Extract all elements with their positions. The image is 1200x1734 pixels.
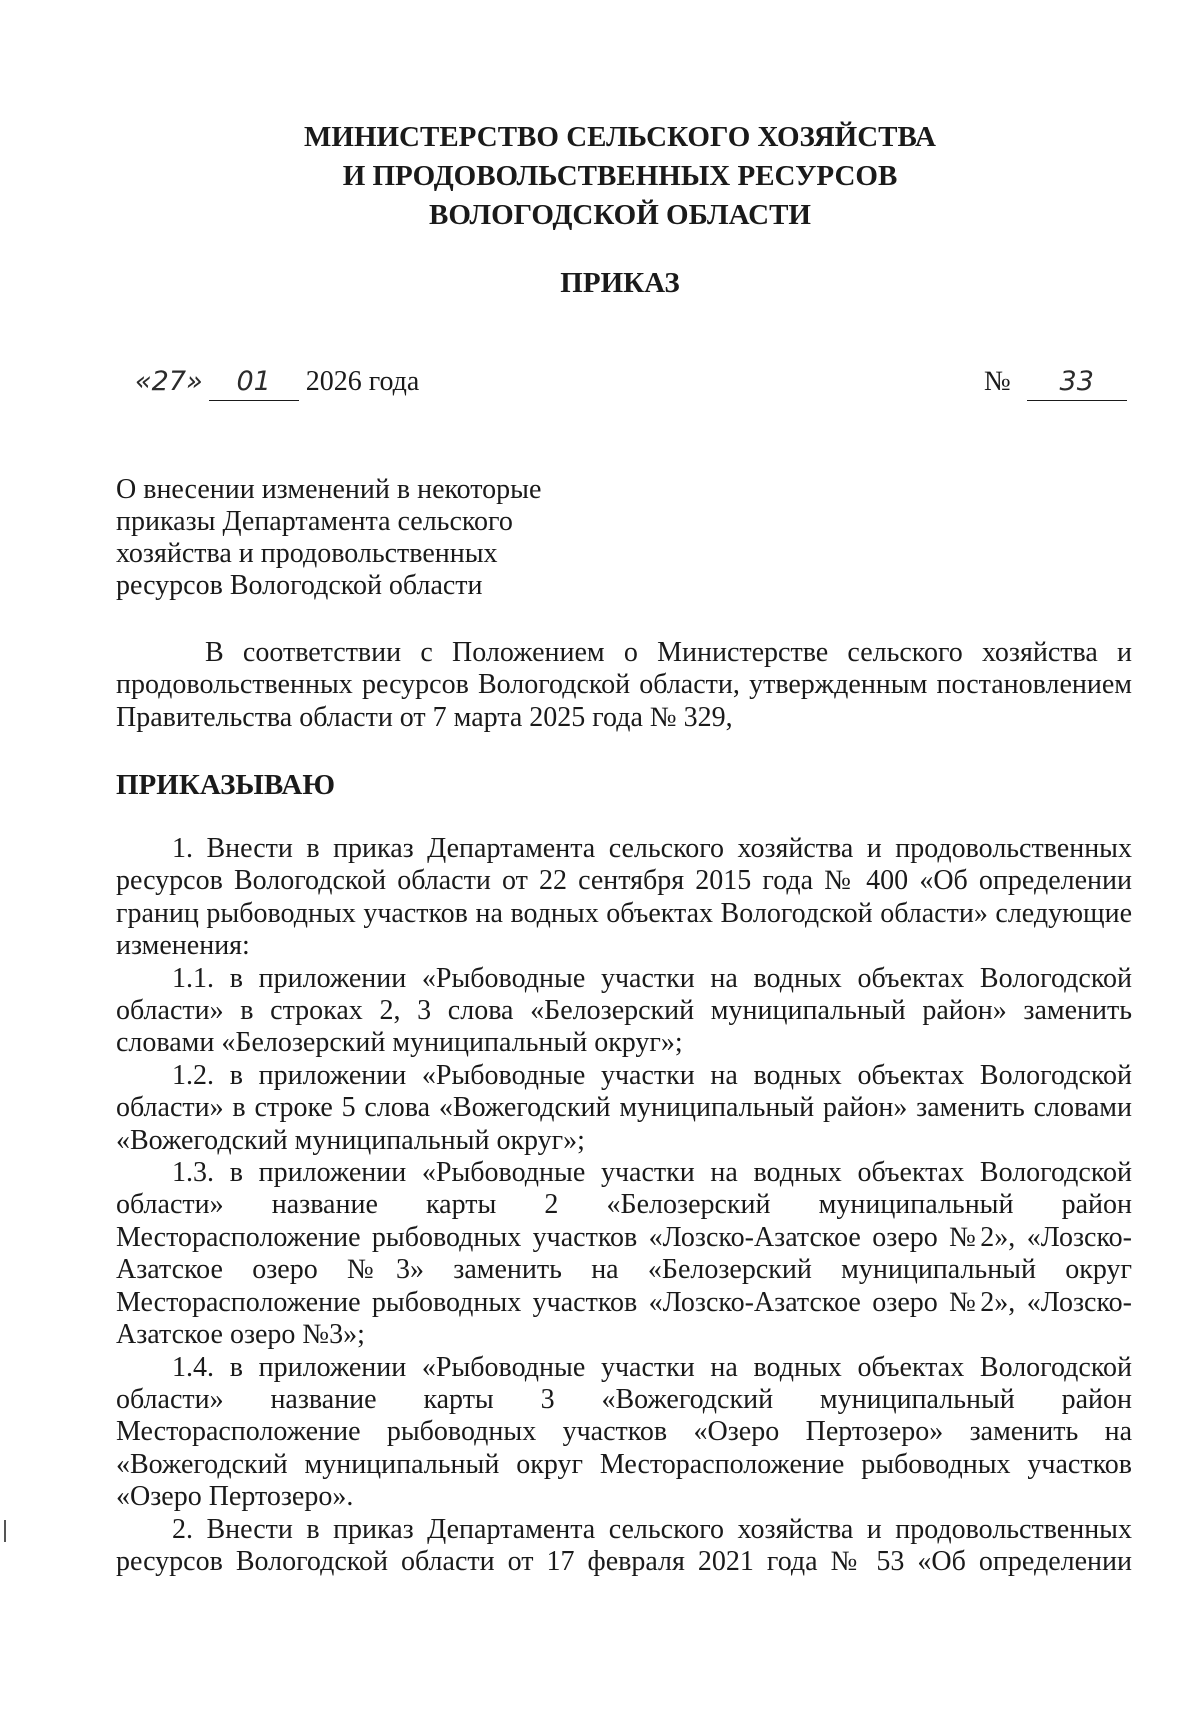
ministry-line-2: И ПРОДОВОЛЬСТВЕННЫХ РЕСУРСОВ — [342, 160, 898, 192]
date-year: 2026 года — [305, 366, 420, 397]
scan-margin-mark — [4, 1520, 6, 1542]
subject-line-3: хозяйства и продовольственных — [116, 538, 498, 569]
date-month-handwritten: 01 — [209, 364, 299, 401]
order-points — [116, 833, 1132, 1578]
number-value-handwritten: 33 — [1027, 364, 1127, 401]
number-label: № — [984, 366, 1011, 397]
point-1: 1. Внести в приказ Департамента сельского хозяйства и продовольственных ресурсов Вологодской области от 22 сентября 2015 года № 400 «Об определении границ рыбоводных участков на водных объектах Вологодской области» следующие изменения: — [116, 833, 1132, 962]
order-subject — [116, 474, 636, 602]
ministry-line-3: ВОЛОГОДСКОЙ ОБЛАСТИ — [429, 199, 811, 231]
date-day-handwritten: «27» — [135, 366, 203, 397]
ministry-line-1: МИНИСТЕРСТВО СЕЛЬСКОГО ХОЗЯЙСТВА — [304, 121, 936, 153]
order-directive-heading: ПРИКАЗЫВАЮ — [116, 769, 335, 801]
point-1-1: 1.1. в приложении «Рыбоводные участки на водных объектах Вологодской области» в строках 2, 3 слова «Белозерский муниципальный район» заменить словами «Белозерский муниципальный округ»; — [116, 962, 1132, 1059]
point-1-3: 1.3. в приложении «Рыбоводные участки на водных объектах Вологодской области» название карты 2 «Белозерский муниципальный район Месторасположение рыбоводных участков «Лозско-Азатское озеро №2», «Лозско-Азатское озеро №3» заменить на «Белозерский муниципальный округ Месторасположение рыбоводных участков «Лозско-Азатское озеро №2», «Лозско-Азатское озеро №3»; — [116, 1157, 1132, 1351]
point-1-4: 1.4. в приложении «Рыбоводные участки на водных объектах Вологодской области» название карты 3 «Вожегодский муниципальный район Месторасположение рыбоводных участков «Озеро Пертозеро» заменить на «Вожегодский муниципальный округ Месторасположение рыбоводных участков «Озеро Пертозеро». — [116, 1351, 1132, 1513]
subject-line-2: приказы Департамента сельского — [116, 506, 513, 537]
preamble-paragraph: В соответствии с Положением о Министерстве сельского хозяйства и продовольственных ресурсов Вологодской области, утвержденным постановлением Правительства области от 7 марта 2025 года № 329, — [116, 637, 1132, 733]
order-number — [984, 364, 1127, 401]
document-type-title: ПРИКАЗ — [560, 267, 680, 299]
subject-line-1: О внесении изменений в некоторые — [116, 474, 542, 505]
subject-line-4: ресурсов Вологодской области — [116, 570, 483, 601]
ministry-header — [0, 118, 1200, 235]
point-1-2: 1.2. в приложении «Рыбоводные участки на водных объектах Вологодской области» в строке 5 слова «Вожегодский муниципальный район» заменить словами «Вожегодский муниципальный округ»; — [116, 1059, 1132, 1156]
order-date — [135, 364, 419, 401]
point-2: 2. Внести в приказ Департамента сельского хозяйства и продовольственных ресурсов Вологодской области от 17 февраля 2021 года № 53 «Об определении — [116, 1513, 1132, 1577]
